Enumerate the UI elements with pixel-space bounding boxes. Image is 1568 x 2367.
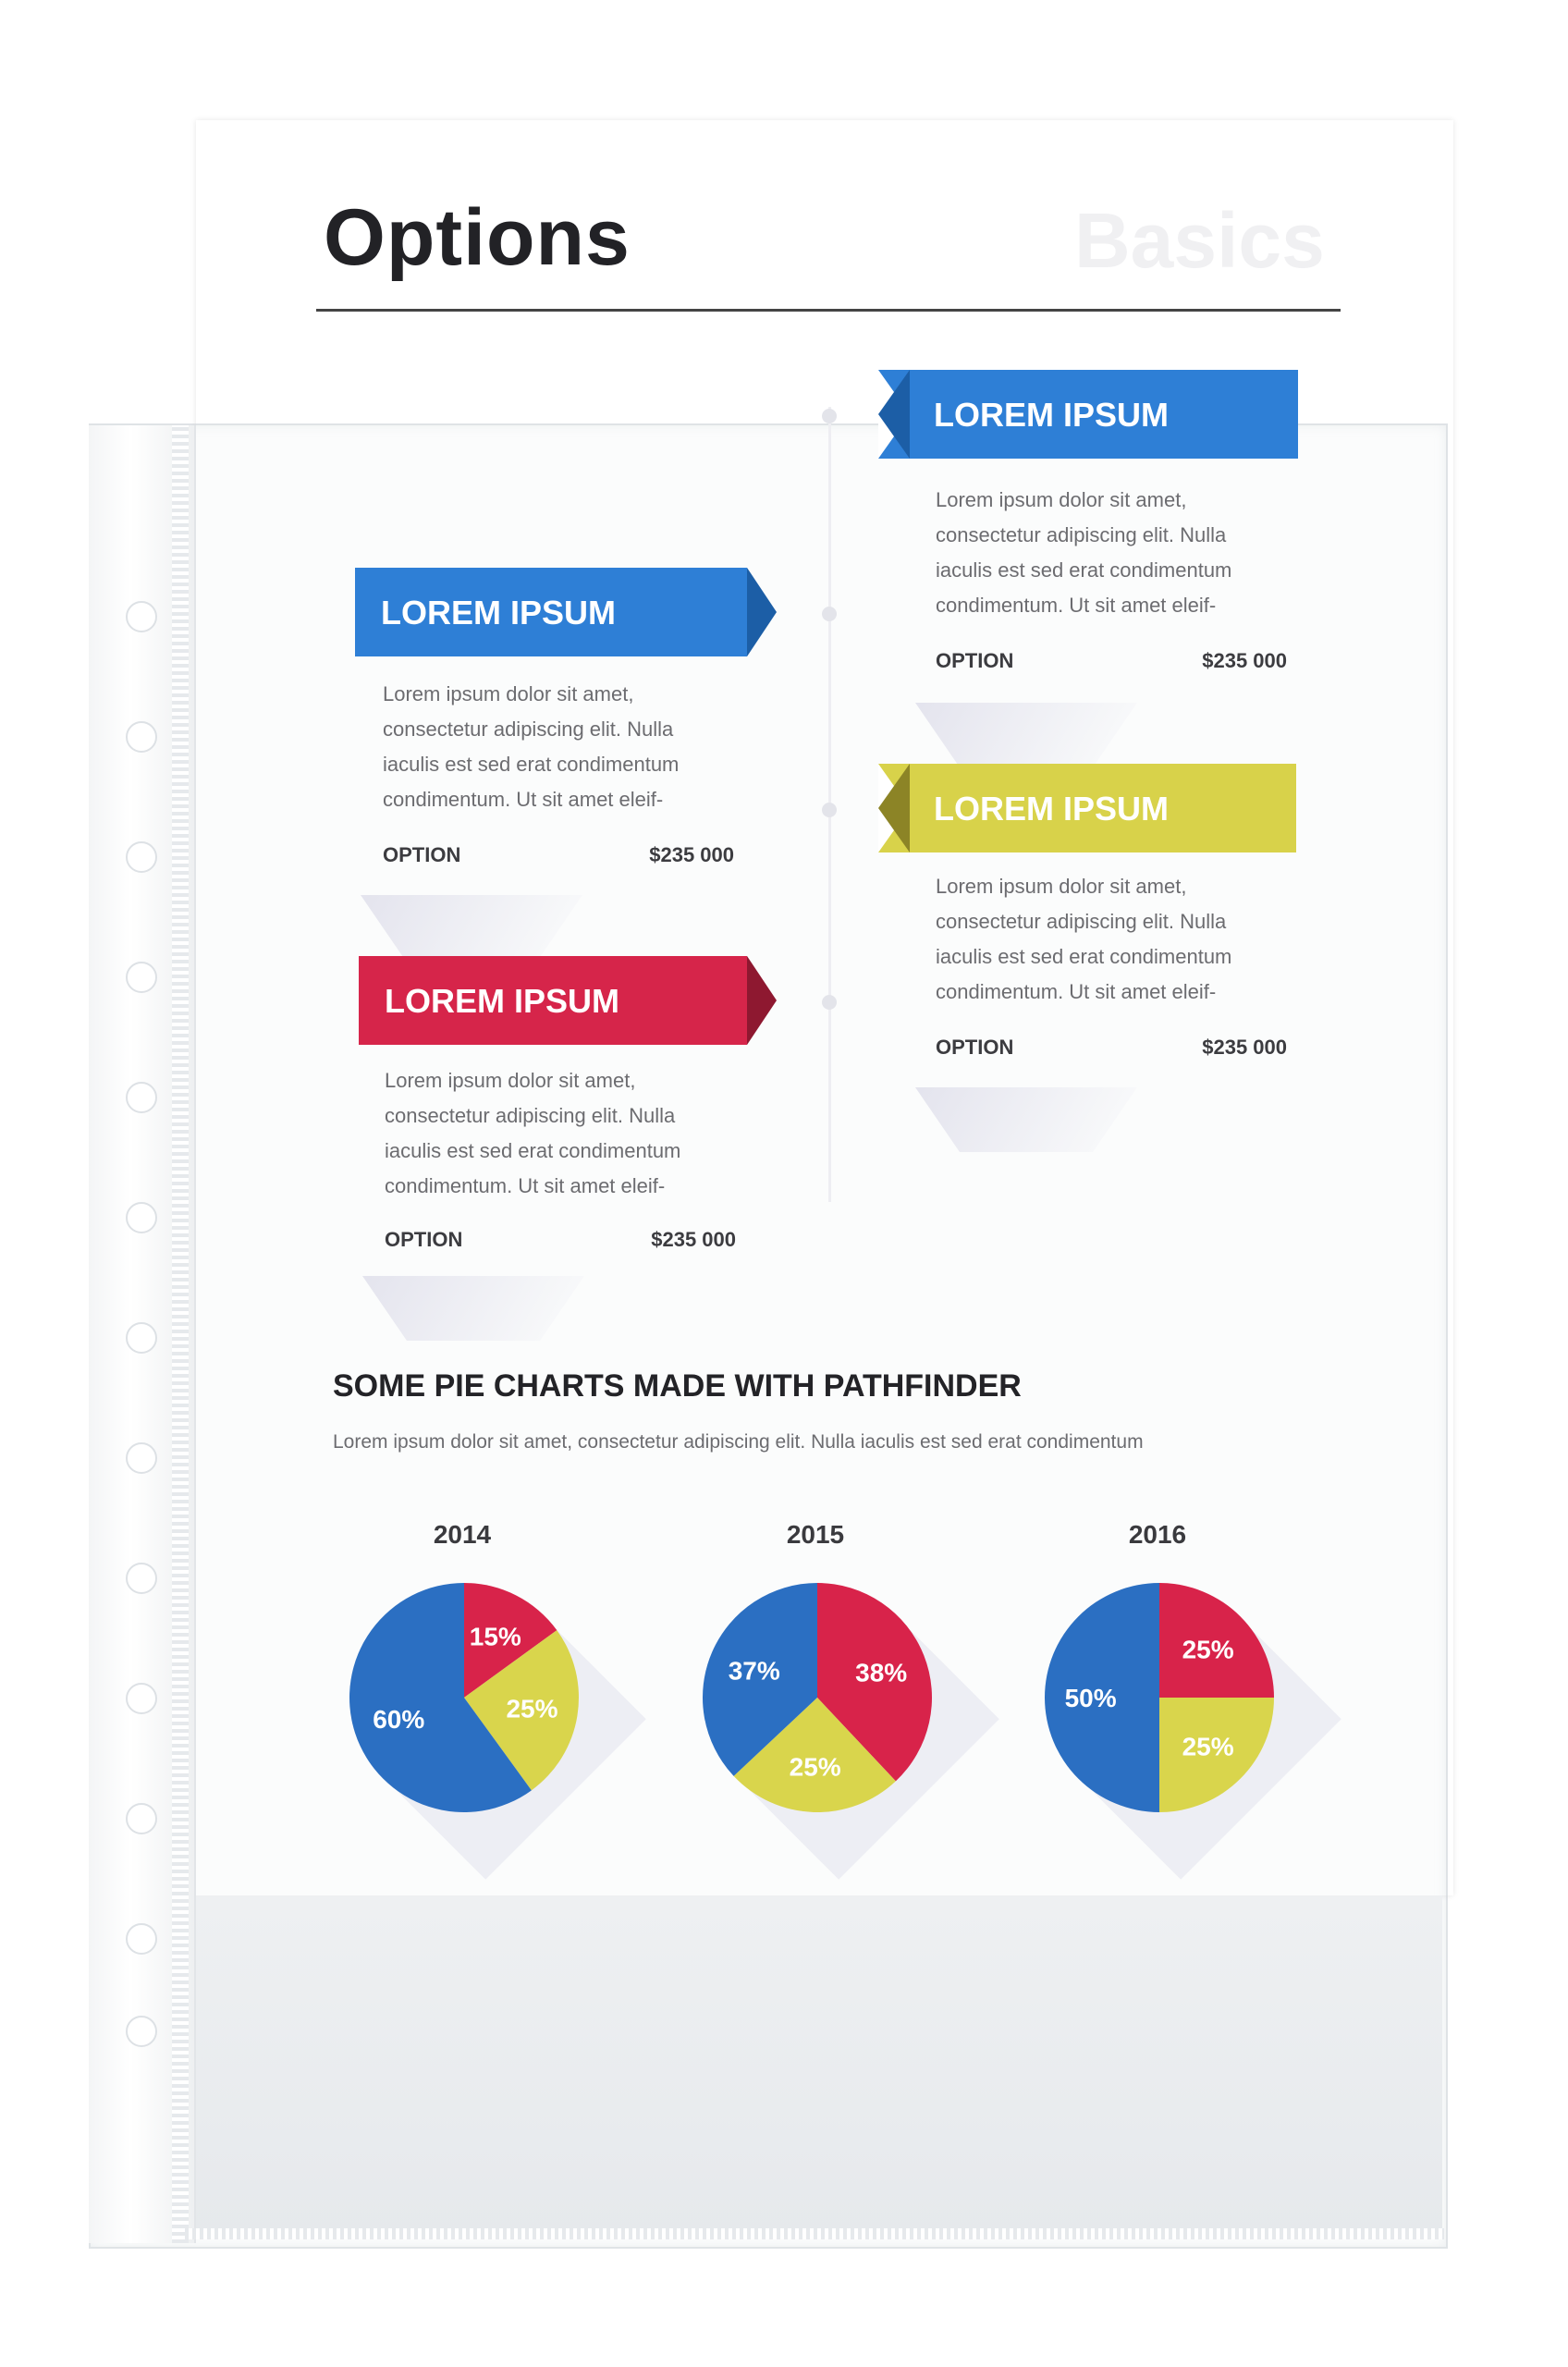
card-line: condimentum. Ut sit amet eleif- <box>936 594 1217 617</box>
pie-slice-label: 25% <box>506 1694 558 1723</box>
card-line: Lorem ipsum dolor sit amet, <box>936 488 1187 511</box>
pie-chart-2015 <box>697 1577 937 1818</box>
pie-svg <box>697 1577 937 1818</box>
punch-hole <box>126 601 157 632</box>
punch-hole <box>126 1923 157 1955</box>
punch-hole <box>126 1442 157 1474</box>
pie-slice-label: 60% <box>373 1704 425 1734</box>
punch-hole <box>126 1803 157 1834</box>
punch-hole <box>126 1082 157 1113</box>
pie-svg <box>1039 1577 1280 1818</box>
pie-chart-2016 <box>1039 1577 1280 1818</box>
pie-year-2015: 2015 <box>786 1520 845 1549</box>
pie-slice-label: 38% <box>855 1658 908 1687</box>
pie-year-2016: 2016 <box>1128 1520 1187 1549</box>
banner-arrow <box>747 956 777 1045</box>
timeline-dot <box>822 995 837 1010</box>
card-option-row <box>936 649 1287 673</box>
card-line: consectetur adipiscing elit. Nulla <box>383 717 674 741</box>
option-label: OPTION <box>383 843 461 866</box>
punch-hole <box>126 2016 157 2047</box>
timeline-dot <box>822 803 837 817</box>
title-rule <box>316 309 1341 312</box>
banner-arrow <box>747 568 777 656</box>
card-body <box>385 1063 736 1204</box>
pie-svg <box>344 1577 584 1818</box>
card-banner <box>878 370 1298 459</box>
card-banner <box>359 956 747 1045</box>
option-price: $235 000 <box>651 1228 736 1251</box>
option-label: OPTION <box>936 649 1014 672</box>
card-line: Lorem ipsum dolor sit amet, <box>936 875 1187 898</box>
card-line: condimentum. Ut sit amet eleif- <box>383 788 664 811</box>
pie-chart-2014 <box>344 1577 584 1818</box>
punch-hole <box>126 1322 157 1354</box>
banner-arrow <box>878 370 910 459</box>
pie-year-2014: 2014 <box>433 1520 492 1549</box>
card-line: consectetur adipiscing elit. Nulla <box>385 1104 676 1127</box>
card-line: condimentum. Ut sit amet eleif- <box>936 980 1217 1003</box>
card-option-row <box>936 1036 1287 1060</box>
card-line: iaculis est sed erat condimentum <box>385 1139 681 1162</box>
section-title: SOME PIE CHARTS MADE WITH PATHFINDER <box>333 1368 1022 1404</box>
card-heading: LOREM IPSUM <box>381 594 617 632</box>
card-banner <box>878 764 1296 852</box>
pie-slice-label: 15% <box>469 1622 521 1651</box>
card-line: Lorem ipsum dolor sit amet, <box>385 1069 636 1092</box>
card-banner <box>355 568 747 656</box>
pie-slice-label: 25% <box>789 1752 841 1782</box>
pie-slice-label: 37% <box>728 1656 780 1686</box>
timeline-dot <box>822 607 837 621</box>
punch-hole <box>126 1683 157 1714</box>
faint-title: Basics <box>1074 197 1325 284</box>
card-line: iaculis est sed erat condimentum <box>936 558 1232 582</box>
card-option-row <box>385 1228 736 1252</box>
option-price: $235 000 <box>1202 1036 1287 1059</box>
pie-slice-label: 25% <box>1182 1635 1234 1664</box>
card-line: Lorem ipsum dolor sit amet, <box>383 682 634 705</box>
option-price: $235 000 <box>1202 649 1287 672</box>
pie-slice-label: 25% <box>1182 1732 1234 1761</box>
card-option-row <box>383 843 734 867</box>
card-heading: LOREM IPSUM <box>934 396 1170 434</box>
card-line: iaculis est sed erat condimentum <box>383 753 680 776</box>
punch-hole <box>126 721 157 753</box>
option-label: OPTION <box>385 1228 463 1251</box>
sleeve-bottom-seam <box>185 2228 1444 2239</box>
card-heading: LOREM IPSUM <box>934 790 1170 828</box>
sleeve-empty-area <box>185 1895 1442 2238</box>
punch-hole <box>126 962 157 993</box>
section-subtitle: Lorem ipsum dolor sit amet, consectetur adipiscing elit. Nulla iaculis est sed erat condimentum <box>333 1431 1144 1453</box>
binder-ridge <box>172 425 189 2243</box>
punch-hole <box>126 841 157 873</box>
card-line: consectetur adipiscing elit. Nulla <box>936 910 1227 933</box>
banner-arrow <box>878 764 910 852</box>
card-body <box>383 677 734 817</box>
pie-slice-label: 50% <box>1064 1684 1117 1712</box>
card-line: condimentum. Ut sit amet eleif- <box>385 1174 666 1197</box>
card-line: iaculis est sed erat condimentum <box>936 945 1232 968</box>
card-heading: LOREM IPSUM <box>385 982 620 1020</box>
card-body <box>936 483 1287 623</box>
punch-hole <box>126 1202 157 1233</box>
page-title: Options <box>324 193 631 282</box>
card-line: consectetur adipiscing elit. Nulla <box>936 523 1227 546</box>
punch-hole <box>126 1563 157 1594</box>
card-body <box>936 869 1287 1010</box>
option-label: OPTION <box>936 1036 1014 1059</box>
option-price: $235 000 <box>649 843 734 866</box>
timeline-dot <box>822 409 837 423</box>
